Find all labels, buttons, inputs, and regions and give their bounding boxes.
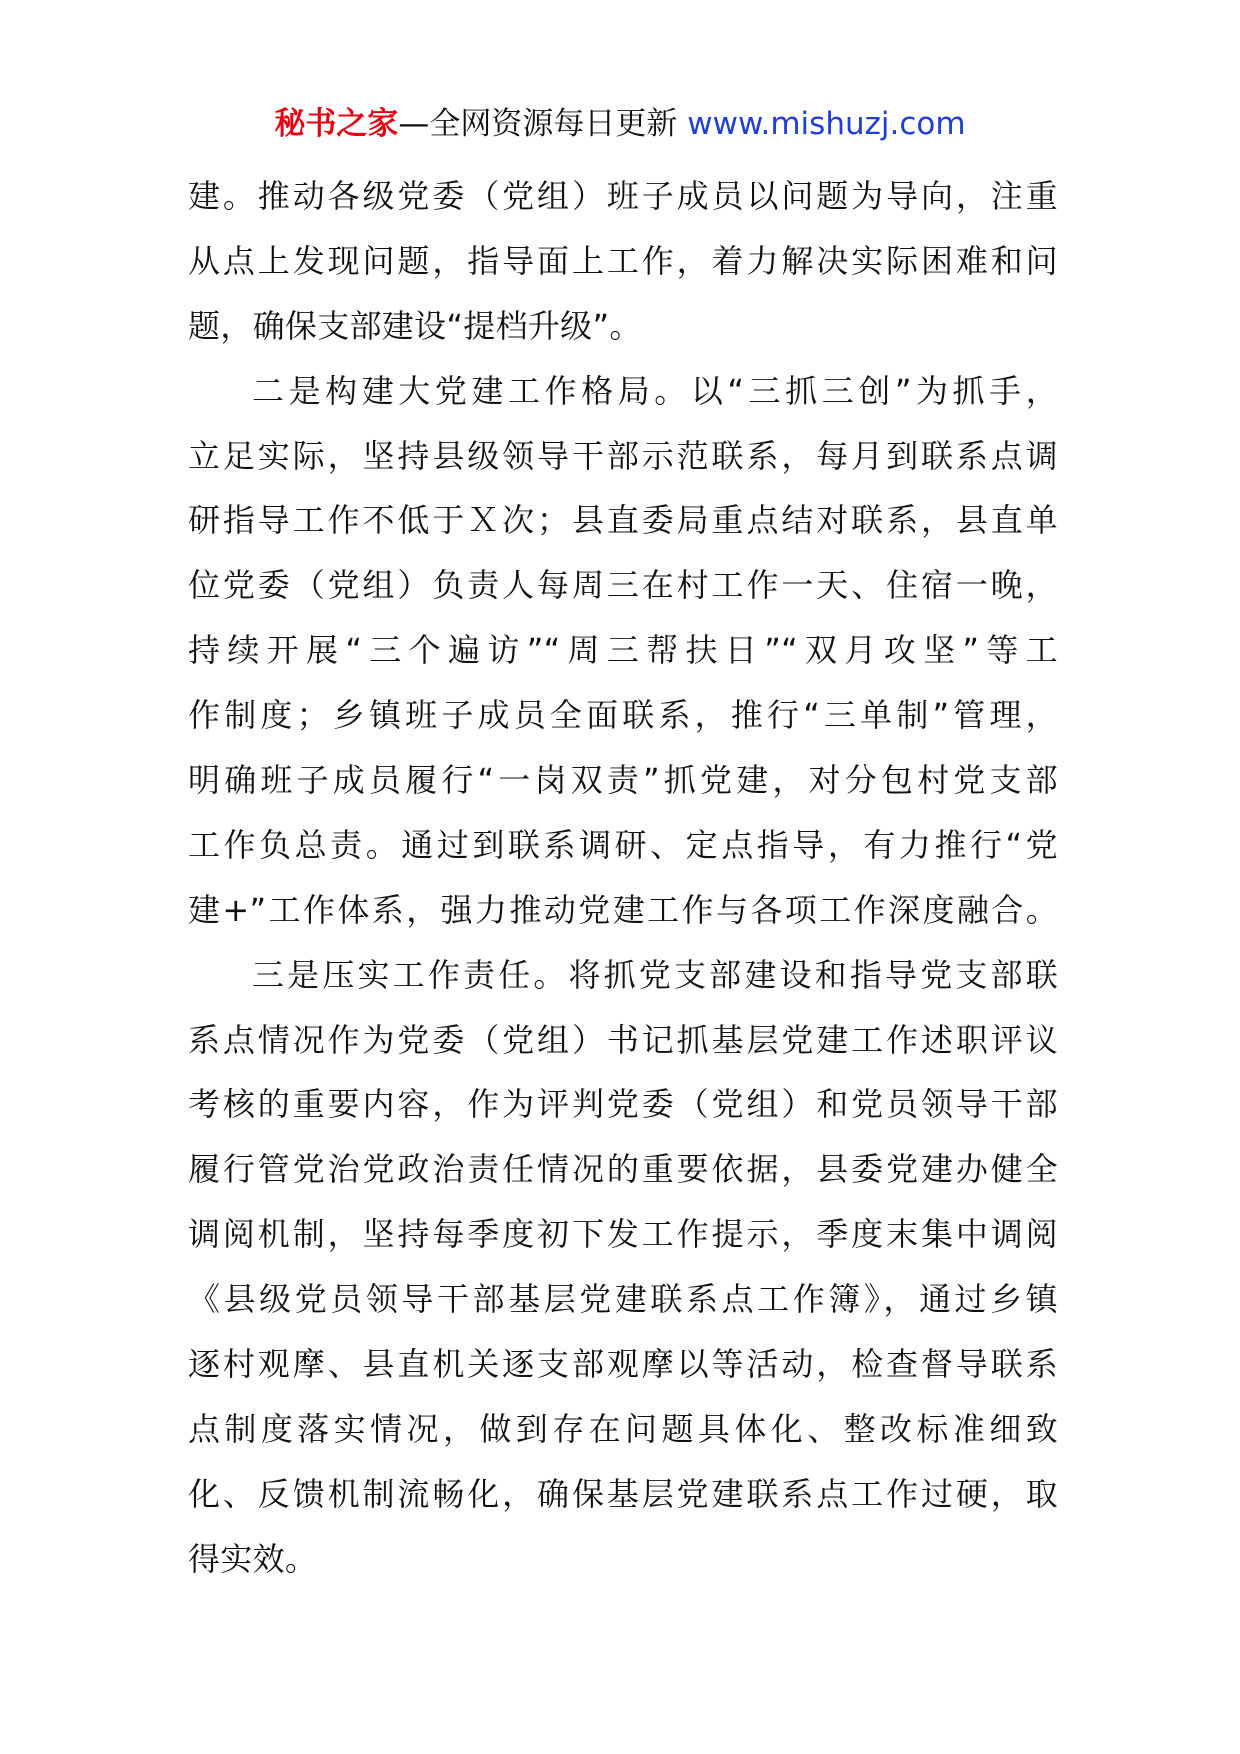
text-line: 《县级党员领导干部基层党建联系点工作簿》，通过乡镇: [188, 1280, 1058, 1319]
text-line: 建。推动各级党委（党组）班子成员以问题为导向，注重: [188, 177, 1058, 215]
text-line: 作制度；乡镇班子成员全面联系，推行“三单制”管理，: [188, 696, 1058, 735]
text-line: 点制度落实情况，做到存在问题具体化、整改标准细致: [188, 1409, 1058, 1448]
text-line: 调阅机制，坚持每季度初下发工作提示，季度末集中调阅: [188, 1215, 1058, 1254]
page-header: [0, 102, 1240, 146]
text-line: 立足实际，坚持县级领导干部示范联系，每月到联系点调: [188, 436, 1058, 475]
header-slogan: —全网资源每日更新: [398, 106, 678, 142]
text-line: 从点上发现问题，指导面上工作，着力解决实际困难和问: [188, 241, 1058, 280]
document-body: [188, 164, 1058, 1592]
text-line: 逐村观摩、县直机关逐支部观摩以等活动，检查督导联系: [188, 1345, 1058, 1384]
text-line: 题，确保支部建设“提档升级”。: [188, 306, 642, 345]
paragraph-start-line: 二是构建大党建工作格局。以“三抓三创”为抓手，: [252, 371, 1058, 410]
text-line: 持续开展“三个遍访”“周三帮扶日”“双月攻坚”等工: [188, 631, 1058, 670]
text-line: 位党委（党组）负责人每周三在村工作一天、住宿一晚，: [188, 566, 1058, 605]
text-line: 得实效。: [188, 1539, 318, 1578]
text-line: 考核的重要内容，作为评判党委（党组）和党员领导干部: [188, 1085, 1058, 1124]
text-line: 化、反馈机制流畅化，确保基层党建联系点工作过硬，取: [188, 1474, 1058, 1513]
text-line: 系点情况作为党委（党组）书记抓基层党建工作述职评议: [188, 1020, 1058, 1059]
text-line: 建+”工作体系，强力推动党建工作与各项工作深度融合。: [188, 890, 1058, 929]
text-line: 工作负总责。通过到联系调研、定点指导，有力推行“党: [188, 825, 1058, 864]
brand-name: 秘书之家: [274, 106, 399, 142]
text-line: 明确班子成员履行“一岗双责”抓党建，对分包村党支部: [188, 761, 1058, 800]
site-url[interactable]: www.mishuzj.com: [687, 106, 966, 142]
text-line: 研指导工作不低于Ｘ次；县直委局重点结对联系，县直单: [188, 501, 1058, 540]
text-line: 履行管党治党政治责任情况的重要依据，县委党建办健全: [188, 1150, 1058, 1189]
paragraph-start-line: 三是压实工作责任。将抓党支部建设和指导党支部联: [252, 955, 1058, 994]
